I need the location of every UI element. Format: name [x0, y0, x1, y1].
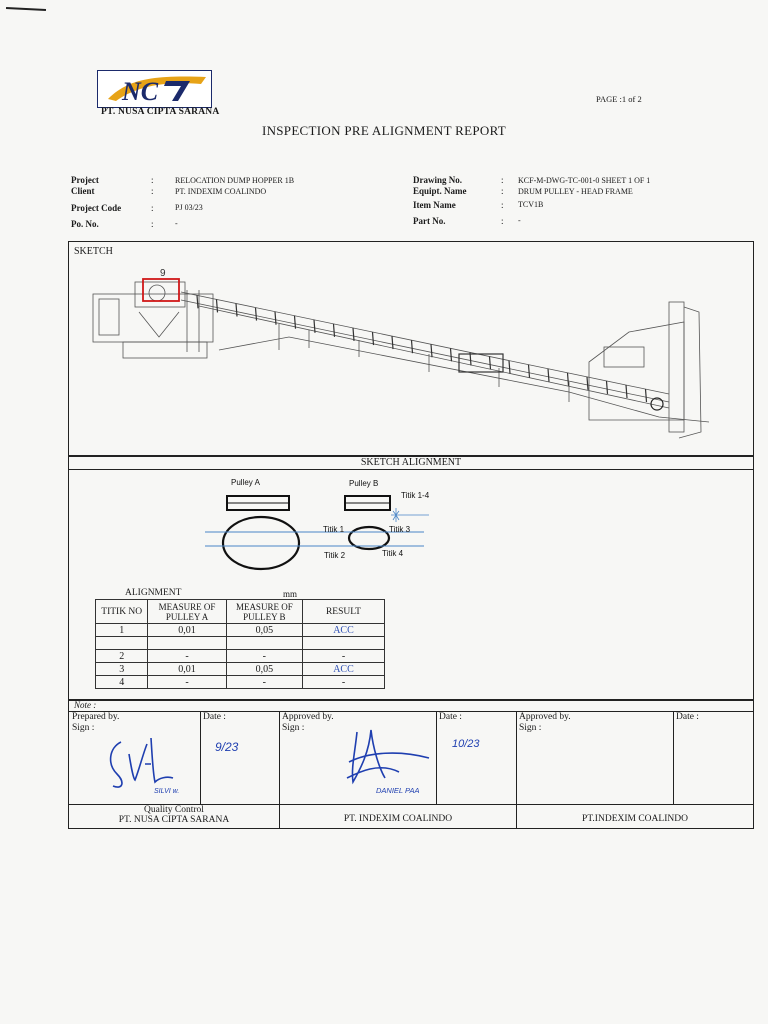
idler-mark: [626, 385, 627, 398]
sketch-alignment-panel: [68, 455, 754, 701]
idler-mark: [587, 377, 588, 390]
report-title: INSPECTION PRE ALIGNMENT REPORT: [261, 123, 507, 138]
table-cell: 4: [96, 676, 148, 689]
sign-label: Sign :: [519, 723, 542, 733]
th-titik: TITIK NO: [96, 600, 148, 624]
info-value: -: [518, 216, 521, 225]
idler-mark: [217, 299, 218, 312]
date-2: 10/23: [452, 738, 480, 750]
sign-label: Sign :: [282, 723, 305, 733]
footer-qc-company: PT. NUSA CIPTA SARANA: [118, 815, 230, 825]
note-label: Note :: [74, 700, 97, 710]
info-label: Project Code: [71, 203, 122, 213]
prepared-by-label: Prepared by.: [72, 712, 120, 722]
info-value: PT. INDEXIM COALINDO: [175, 187, 267, 196]
idler-mark: [236, 303, 237, 316]
table-cell: -: [148, 676, 226, 689]
table-cell: 3: [96, 663, 148, 676]
info-value: DRUM PULLEY - HEAD FRAME: [518, 187, 633, 196]
info-label: Project: [71, 175, 99, 185]
footer-qc-title: Quality Control: [144, 805, 204, 815]
idler-mark: [529, 365, 530, 378]
scan-mark: [6, 7, 46, 11]
date-label: Date :: [439, 712, 462, 722]
result-cell: -: [302, 650, 384, 663]
table-cell: -: [226, 650, 302, 663]
sketch-label: SKETCH: [74, 246, 113, 257]
alignment-title: ALIGNMENT: [125, 588, 182, 598]
table-cell: 0,05: [226, 624, 302, 637]
info-label: Po. No.: [71, 219, 99, 229]
th-result: RESULT: [302, 600, 384, 624]
signer-1-name: SILVI w.: [154, 788, 180, 795]
idler-mark: [353, 328, 354, 341]
table-cell: 1: [96, 624, 148, 637]
info-value: KCF-M-DWG-TC-001-0 SHEET 1 OF 1: [518, 176, 651, 185]
footer-qc: [69, 805, 279, 825]
approved-by-label: Approved by.: [282, 712, 334, 722]
idler-mark: [646, 389, 647, 402]
signature-2: [339, 722, 439, 792]
alignment-table: [95, 599, 385, 689]
date-1: 9/23: [215, 740, 239, 754]
idler-mark: [451, 348, 452, 361]
idler-mark: [392, 336, 393, 349]
info-label: Client: [71, 186, 95, 196]
pulley-a-label: Pulley A: [231, 478, 260, 487]
signer-2-name: DANIEL PAA: [376, 786, 420, 795]
table-cell: -: [226, 676, 302, 689]
footer-client-2: PT.INDEXIM COALINDO: [582, 814, 688, 824]
alignment-unit: mm: [283, 589, 298, 599]
titik-2-label: Titik 2: [324, 551, 346, 560]
pulley-b-label: Pulley B: [349, 479, 379, 488]
sign-label: Sign :: [72, 723, 95, 733]
idler-mark: [412, 340, 413, 353]
sketch-alignment-title: SKETCH ALIGNMENT: [69, 456, 753, 470]
signoff-panel: [68, 699, 754, 829]
result-cell: ACC: [302, 663, 384, 676]
result-cell: -: [302, 676, 384, 689]
info-label: Drawing No.: [413, 175, 462, 185]
table-cell: 0,01: [148, 663, 226, 676]
callout-number: 9: [160, 268, 166, 279]
info-value: -: [175, 219, 178, 228]
approved-by-label: Approved by.: [519, 712, 571, 722]
date-label: Date :: [676, 712, 699, 722]
result-cell: ACC: [302, 624, 384, 637]
conveyor-drawing: [69, 242, 753, 456]
titik-3-label: Titik 3: [389, 525, 411, 534]
th-pulley-b: MEASURE OF PULLEY B: [226, 600, 302, 624]
idler-mark: [490, 356, 491, 369]
info-value: RELOCATION DUMP HOPPER 1B: [175, 176, 295, 185]
idler-mark: [197, 295, 198, 308]
date-label: Date :: [203, 712, 226, 722]
table-cell: 0,01: [148, 624, 226, 637]
titik-1-label: Titik 1: [323, 525, 345, 534]
info-label: Item Name: [413, 200, 456, 210]
company-name: PT. NUSA CIPTA SARANA: [101, 107, 220, 117]
company-logo: [97, 70, 212, 108]
idler-mark: [431, 344, 432, 357]
info-label: Part No.: [413, 216, 446, 226]
page-number: PAGE :1 of 2: [596, 94, 642, 104]
idler-mark: [607, 381, 608, 394]
svg-text:NC: NC: [122, 77, 159, 106]
titik-14-label: Titik 1-4: [401, 491, 430, 500]
titik-4-label: Titik 4: [382, 549, 404, 558]
idler-mark: [373, 332, 374, 345]
idler-mark: [509, 361, 510, 374]
th-pulley-a: MEASURE OF PULLEY A: [148, 600, 226, 624]
table-cell: 0,05: [226, 663, 302, 676]
alignment-diagram: [69, 456, 753, 596]
info-label: Equipt. Name: [413, 186, 467, 196]
signature-1: [99, 734, 199, 800]
table-cell: -: [148, 650, 226, 663]
sketch-panel: [68, 241, 754, 457]
table-cell: 2: [96, 650, 148, 663]
idler-mark: [548, 369, 549, 382]
idler-mark: [568, 373, 569, 386]
footer-client-1: PT. INDEXIM COALINDO: [343, 814, 453, 824]
info-value: PJ 03/23: [175, 203, 203, 212]
info-value: TCV1B: [518, 200, 544, 209]
